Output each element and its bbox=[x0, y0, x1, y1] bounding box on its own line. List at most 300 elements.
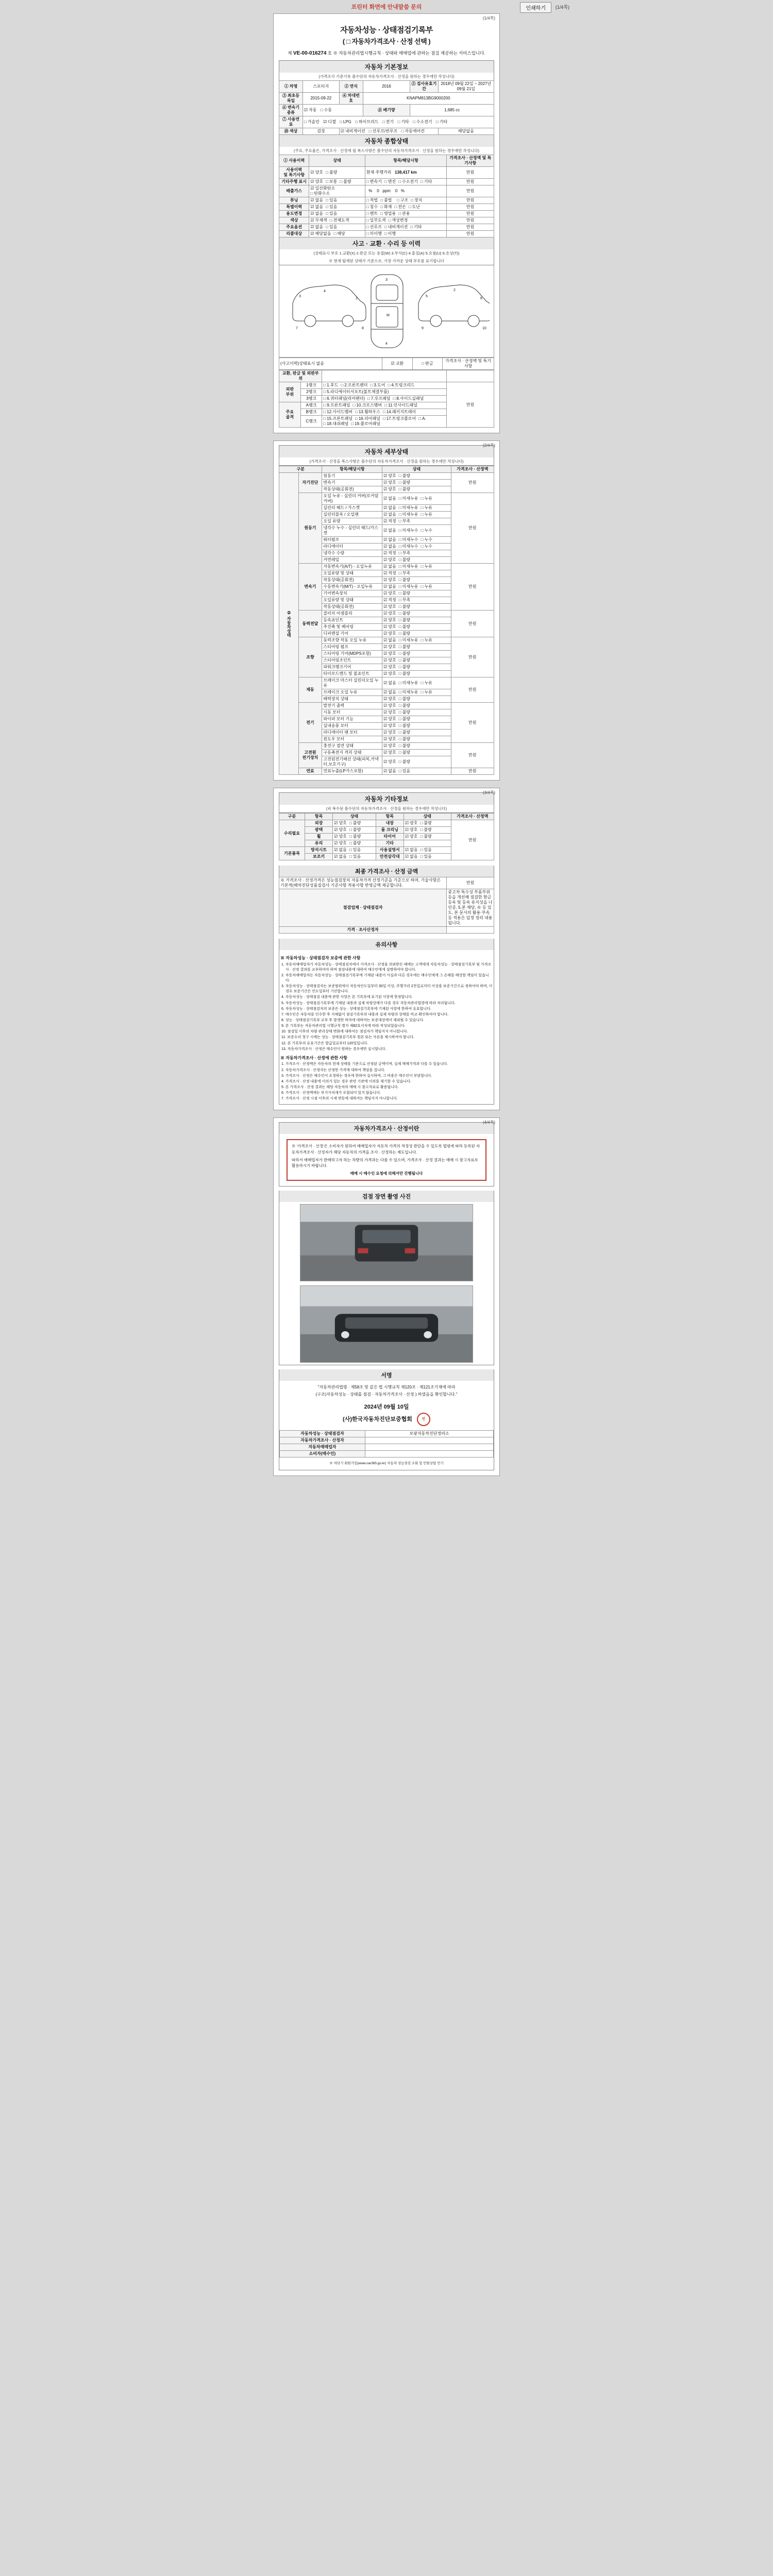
detail-states[interactable] bbox=[382, 518, 451, 525]
detail-states[interactable] bbox=[382, 537, 451, 544]
caution-item: 1. 자동차매매업자가 자동차성능 · 상태점검자에서 가격조사 · 산정을 의뢰받은 때에는 고객에게 자동차성능 · 상태점검기록부 및 가격조사 · 산정 결과를 교부하여야 하며 점검내용에 대하여 매수인에게 설명하여야 합니다. bbox=[281, 962, 492, 972]
detail-state-option[interactable]: ☑ 양호 bbox=[383, 645, 396, 650]
etc-state-e[interactable] bbox=[404, 820, 451, 827]
option-autoaircon[interactable]: □ 자동에어컨 bbox=[401, 129, 424, 134]
caution-item: 1. 가격조사 · 산정액은 자동차의 현재 상태를 기준으로 산정된 금액이며, 실제 매매가격과 다를 수 있습니다. bbox=[281, 1062, 448, 1066]
svg-text:10: 10 bbox=[482, 327, 486, 330]
detail-header: 자동차 세부상태 bbox=[279, 445, 494, 457]
etc-state-option[interactable]: □ 불량 bbox=[349, 827, 361, 833]
detail-states[interactable] bbox=[382, 550, 451, 557]
detail-state-option[interactable]: □ 미세누유 bbox=[399, 505, 418, 511]
detail-item: 자동변속기(A/T) - 오일누유 bbox=[322, 564, 382, 570]
detail-state-option[interactable]: □ 미세누수 bbox=[399, 544, 418, 549]
detail-states[interactable] bbox=[382, 570, 451, 577]
transmission-option-auto[interactable]: ☑ 자동 bbox=[304, 108, 317, 113]
svg-text:3: 3 bbox=[385, 278, 388, 282]
etc-state-option[interactable]: ☑ 양호 bbox=[405, 821, 418, 826]
print-button[interactable]: 인쇄하기 bbox=[520, 2, 551, 13]
overall-note-tuning: 만원 bbox=[447, 197, 494, 204]
detail-state-option[interactable]: ☑ 양호 bbox=[383, 611, 396, 616]
overall-detail-usechange: □ 렌트 □ 영업용 □ 관용 bbox=[365, 211, 446, 217]
detail-state-option[interactable]: □ 불량 bbox=[399, 591, 410, 596]
detail-valuation: 만원 bbox=[451, 611, 494, 637]
detail-state-option[interactable]: □ 미세누유 bbox=[399, 638, 418, 643]
option-navigation[interactable]: ☑ 내비게이션 bbox=[341, 129, 365, 134]
transmission-option-manual[interactable]: □ 수동 bbox=[321, 108, 332, 113]
overall-row-usage: 사용이력 및 특기사항 bbox=[279, 167, 309, 179]
detail-state-option[interactable]: ☑ 양호 bbox=[383, 487, 396, 492]
price-note-1: ※ 가격조사 · 산정가격은 성능점검장치 자동차가격 산정기준을 기준으로 하며, 기술사항은 기본적(해차진단성품질검사 기준사항 적용사항 반영금액 제공합니다. bbox=[279, 877, 447, 889]
table-row bbox=[279, 611, 494, 617]
detail-valuation: 만원 bbox=[451, 637, 494, 677]
detail-states[interactable] bbox=[382, 584, 451, 590]
detail-state-option[interactable]: ☑ 양호 bbox=[383, 631, 396, 636]
detail-states[interactable] bbox=[382, 505, 451, 512]
detail-states[interactable] bbox=[382, 689, 451, 696]
etc-state-option[interactable]: □ 불량 bbox=[420, 834, 431, 839]
detail-state-option[interactable]: □ 누유 bbox=[421, 690, 432, 695]
detail-state-option[interactable]: □ 부족 bbox=[399, 571, 410, 576]
detail-state-option[interactable]: ☑ 없음 bbox=[383, 537, 396, 543]
caution-item: 7. 가격조사 · 산정 시점 이후의 시세 변동에 대하여는 책임지지 아니합니다. bbox=[281, 1097, 398, 1101]
overall-state-usechange[interactable]: ☑ 없음 □ 있음 bbox=[309, 211, 365, 217]
rank-a-items[interactable]: □ 9.프론트패널 □ 10.크로스멤버 □ 11.인사이드패널 bbox=[322, 402, 447, 409]
etc-state-c[interactable] bbox=[333, 840, 376, 847]
detail-states[interactable] bbox=[382, 473, 451, 480]
detail-item: 냉각수 누수 - 실린더 헤드/가스켓 bbox=[322, 525, 382, 537]
signature-role-value[interactable] bbox=[365, 1451, 494, 1458]
fuel-option-electric[interactable]: □ 전기 bbox=[382, 120, 394, 125]
detail-state-option[interactable]: ☑ 양호 bbox=[383, 624, 396, 630]
detail-item: 커먼레일 bbox=[322, 557, 382, 564]
fuel-option-etc[interactable]: □ 기타 bbox=[397, 120, 409, 125]
detail-state-option[interactable]: □ 불량 bbox=[399, 665, 410, 670]
etc-state-option[interactable]: ☑ 없음 bbox=[334, 848, 347, 853]
detail-state-option[interactable]: ☑ 적정 bbox=[383, 551, 396, 556]
etc-state-option[interactable]: □ 불량 bbox=[349, 841, 361, 846]
overall-row-special: 특별이력 bbox=[279, 204, 309, 211]
detail-state-option[interactable]: □ 불량 bbox=[399, 750, 410, 755]
etc-state-option[interactable]: □ 있음 bbox=[349, 854, 361, 859]
etc-state-option[interactable]: ☑ 없음 bbox=[405, 854, 418, 859]
table-row bbox=[279, 197, 494, 204]
document-number-line bbox=[279, 50, 494, 56]
detail-state-option[interactable]: □ 누수 bbox=[421, 544, 432, 549]
caution-item: 5. 자동차성능 · 상태점검기록부에 기재된 내용과 실제 차량상태가 다를 경우 자동차관리법령에 따라 처리됩니다. bbox=[281, 1001, 456, 1005]
signature-role-value[interactable] bbox=[365, 1444, 494, 1451]
overall-col-2: 항목/해당시항 bbox=[365, 155, 446, 167]
detail-states[interactable] bbox=[382, 651, 451, 657]
detail-states[interactable] bbox=[382, 671, 451, 677]
document-page-4 bbox=[273, 1117, 500, 1476]
etc-state-option[interactable]: □ 불량 bbox=[349, 821, 361, 826]
detail-sub-2: 변속기 bbox=[298, 564, 322, 611]
detail-state-option[interactable]: □ 불량 bbox=[399, 723, 410, 728]
detail-state-option[interactable]: ☑ 양호 bbox=[383, 750, 396, 755]
rank-b-items[interactable]: □ 12.사이드멤버 □ 13.휠하우스 □ 14.패키지트레이 bbox=[322, 409, 447, 416]
detail-state-option[interactable]: ☑ 양호 bbox=[383, 671, 396, 676]
photo-item-2 bbox=[279, 1283, 494, 1365]
etc-item-d: 기타 bbox=[376, 840, 404, 847]
detail-state-option[interactable]: ☑ 양호 bbox=[383, 703, 396, 708]
detail-state-option[interactable]: □ 불량 bbox=[399, 710, 410, 715]
detail-state-option[interactable]: ☑ 없음 bbox=[383, 496, 396, 501]
detail-state-option[interactable]: ☑ 양호 bbox=[383, 723, 396, 728]
detail-states[interactable] bbox=[382, 486, 451, 493]
detail-state-option[interactable]: □ 불량 bbox=[399, 651, 410, 656]
etc-state-c[interactable] bbox=[333, 854, 376, 860]
etc-state-option[interactable]: ☑ 없음 bbox=[334, 854, 347, 859]
detail-state-option[interactable]: ☑ 양호 bbox=[383, 578, 396, 583]
mileage-value: 138,417 km bbox=[395, 170, 417, 175]
overall-row-color: 색상 bbox=[279, 217, 309, 224]
detail-sub-0: 자기진단 bbox=[298, 473, 322, 493]
overall-state-special[interactable]: ☑ 없음 □ 있음 bbox=[309, 204, 365, 211]
etc-state-e[interactable] bbox=[404, 834, 451, 840]
caution-item: 7. 매수인은 자동차를 인수한 후 지체없이 점검기록부의 내용과 실제 차량의 상태를 비교·확인하여야 합니다. bbox=[281, 1012, 449, 1016]
detail-states[interactable] bbox=[382, 544, 451, 550]
detail-state-option[interactable]: □ 누유 bbox=[421, 681, 432, 686]
detail-state-option[interactable]: □ 누유 bbox=[421, 564, 432, 569]
detail-state-option[interactable]: □ 불량 bbox=[399, 604, 410, 609]
accident-legend-2[interactable]: □ 판금 bbox=[412, 358, 442, 370]
detail-states[interactable] bbox=[382, 743, 451, 750]
value-options[interactable] bbox=[339, 128, 438, 135]
detail-state-option[interactable]: □ 불량 bbox=[399, 717, 410, 722]
caution-item: 10. 점검일 이후의 차량 관리상태 변화에 대하여는 점검자가 책임지지 아니합니다. bbox=[281, 1030, 408, 1034]
detail-states[interactable] bbox=[382, 709, 451, 716]
detail-state-option[interactable]: ☑ 양호 bbox=[383, 665, 396, 670]
detail-state-option[interactable]: ☑ 없음 bbox=[383, 769, 396, 774]
fuel-option-diesel[interactable]: ☑ 디젤 bbox=[323, 120, 336, 125]
etc-state-option[interactable]: □ 불량 bbox=[420, 827, 431, 833]
detail-states[interactable] bbox=[382, 493, 451, 505]
detail-state-option[interactable]: ☑ 양호 bbox=[383, 710, 396, 715]
detail-state-option[interactable]: ☑ 양호 bbox=[383, 737, 396, 742]
etc-valuation: 만원 bbox=[451, 820, 494, 860]
detail-item: 오일유량 및 상태 bbox=[322, 597, 382, 604]
detail-states[interactable] bbox=[382, 512, 451, 518]
overall-note-usechange: 만원 bbox=[447, 211, 494, 217]
detail-valuation: 만원 bbox=[451, 564, 494, 611]
fuel-option-gasoline[interactable]: □ 가솔린 bbox=[304, 120, 320, 125]
detail-states[interactable] bbox=[382, 564, 451, 570]
detail-state-option[interactable]: □ 불량 bbox=[399, 473, 410, 479]
etc-state-option[interactable]: □ 있음 bbox=[349, 848, 361, 853]
detail-state-option[interactable]: ☑ 양호 bbox=[383, 697, 396, 702]
etc-state-option[interactable]: □ 있음 bbox=[420, 848, 431, 853]
detail-state-option[interactable]: □ 불량 bbox=[399, 631, 410, 636]
detail-item: 작동상태(공회전) bbox=[322, 486, 382, 493]
rank-3-items[interactable]: □ 6.쿼터패널(리어펜더) □ 7.루프패널 □ 8.사이드실패널 bbox=[322, 396, 447, 402]
detail-item: 클러치 어셈블리 bbox=[322, 611, 382, 617]
overall-col-0: ① 사용이력 bbox=[279, 155, 309, 167]
signature-role-value[interactable]: 보광자동차진단정비소 bbox=[365, 1431, 494, 1437]
parts-valuation-header bbox=[447, 370, 494, 382]
etc-state-option[interactable]: □ 불량 bbox=[420, 821, 431, 826]
table-row bbox=[279, 473, 494, 480]
detail-state-option[interactable]: □ 있음 bbox=[399, 769, 410, 774]
detail-states[interactable] bbox=[382, 617, 451, 624]
detail-item: 원동기 bbox=[322, 473, 382, 480]
detail-state-option[interactable]: □ 미세누수 bbox=[399, 537, 418, 543]
table-row bbox=[279, 204, 494, 211]
etc-state-c[interactable] bbox=[333, 820, 376, 827]
detail-states[interactable] bbox=[382, 768, 451, 775]
table-row bbox=[279, 677, 494, 689]
detail-state-option[interactable]: ☑ 양호 bbox=[383, 743, 396, 749]
detail-item: 라디에이터 팬 모터 bbox=[322, 730, 382, 736]
etc-state-option[interactable]: ☑ 양호 bbox=[334, 827, 347, 833]
overall-detail-special: □ 침수 □ 화재 □ 전손 □ 도난 bbox=[365, 204, 446, 211]
detail-state-option[interactable]: ☑ 없음 bbox=[383, 544, 396, 549]
detail-item: 브레이크 마스터 실린더오일 누유 bbox=[322, 677, 382, 689]
fuel-option-cng[interactable]: □ 기타 bbox=[436, 120, 447, 125]
signature-role-value[interactable] bbox=[365, 1437, 494, 1444]
rank-a: A랭크 bbox=[300, 402, 322, 409]
detail-state-option[interactable]: □ 미세누유 bbox=[399, 564, 418, 569]
detail-states[interactable] bbox=[382, 730, 451, 736]
detail-state-option[interactable]: □ 불량 bbox=[399, 645, 410, 650]
detail-states[interactable] bbox=[382, 557, 451, 564]
detail-state-option[interactable]: □ 누수 bbox=[421, 537, 432, 543]
detail-item: 변속기 bbox=[322, 480, 382, 486]
detail-state-option[interactable]: □ 불량 bbox=[399, 611, 410, 616]
detail-state-option[interactable]: □ 누수 bbox=[421, 528, 432, 533]
overall-state-mileage[interactable]: ☑ 양호 □ 보통 □ 불량 bbox=[309, 179, 365, 185]
detail-states[interactable] bbox=[382, 644, 451, 651]
svg-text:4: 4 bbox=[324, 290, 326, 293]
detail-state-option[interactable]: □ 부족 bbox=[399, 551, 410, 556]
etc-state-option[interactable]: ☑ 양호 bbox=[334, 841, 347, 846]
overall-note-recall: 만원 bbox=[447, 231, 494, 238]
detail-item: 실내송풍 모터 bbox=[322, 723, 382, 730]
detail-state-option[interactable]: □ 누유 bbox=[421, 584, 432, 589]
label-color: ⑩ 색상 bbox=[279, 128, 303, 135]
value-transmission[interactable] bbox=[303, 105, 363, 116]
detail-state-option[interactable]: ☑ 없음 bbox=[383, 505, 396, 511]
overall-detail-tuning: □ 적법 □ 불법 □ 구조 □ 장치 bbox=[365, 197, 446, 204]
table-row bbox=[279, 743, 494, 750]
overall-detail-emission: % 0 ppm 0 % bbox=[365, 185, 446, 197]
detail-state-option[interactable]: ☑ 없음 bbox=[383, 690, 396, 695]
detail-states[interactable] bbox=[382, 696, 451, 703]
detail-state-option[interactable]: □ 미세누수 bbox=[399, 528, 418, 533]
table-row bbox=[279, 820, 494, 827]
detail-state-option[interactable]: □ 불량 bbox=[399, 578, 410, 583]
rank-2-items[interactable]: □ 5.라디에이터서포트(볼트체결부품) bbox=[322, 389, 447, 396]
detail-state-option[interactable]: □ 미세누유 bbox=[399, 512, 418, 517]
accident-legend-table bbox=[279, 358, 494, 370]
detail-state-option[interactable]: □ 누유 bbox=[421, 505, 432, 511]
photo-rear-view bbox=[300, 1204, 473, 1281]
rank-b: B랭크 bbox=[300, 409, 322, 416]
detail-state-option[interactable]: □ 부족 bbox=[399, 598, 410, 603]
detail-state-option[interactable]: □ 불량 bbox=[399, 759, 410, 765]
detail-state-option[interactable]: ☑ 없음 bbox=[383, 681, 396, 686]
etc-state-option[interactable]: ☑ 양호 bbox=[405, 827, 418, 833]
detail-state-option[interactable]: ☑ 적정 bbox=[383, 519, 396, 524]
basic-info-table bbox=[279, 80, 494, 135]
photos-wrap bbox=[279, 1202, 494, 1365]
detail-state-option[interactable]: □ 불량 bbox=[399, 743, 410, 749]
detail-state-option[interactable]: □ 불량 bbox=[399, 480, 410, 485]
overall-detail-mileage: □ 변속기 □ 엔진 □ 수소전기 □ 기타 bbox=[365, 179, 446, 185]
option-sunroof[interactable]: □ 선루프/썬루프 bbox=[369, 129, 397, 134]
detail-state-option[interactable]: □ 불량 bbox=[399, 697, 410, 702]
signature-role-label: 자동차가격조사 · 산정자 bbox=[280, 1437, 365, 1444]
price-header: 최종 가격조사 · 산정 금액 bbox=[279, 866, 494, 877]
rank-1-items[interactable]: □ 1.후드 □ 2.프론트펜더 □ 3.도어 □ 4.트렁크리드 bbox=[322, 382, 447, 389]
rank-c: C랭크 bbox=[300, 416, 322, 428]
detail-states[interactable] bbox=[382, 525, 451, 537]
detail-state-option[interactable]: □ 부족 bbox=[399, 519, 410, 524]
detail-state-option[interactable]: □ 불량 bbox=[399, 671, 410, 676]
detail-state-option[interactable]: ☑ 적정 bbox=[383, 571, 396, 576]
detail-state-option[interactable]: □ 불량 bbox=[399, 618, 410, 623]
overall-state-options[interactable]: ☑ 없음 □ 있음 bbox=[309, 224, 365, 231]
detail-state-option[interactable]: □ 불량 bbox=[399, 624, 410, 630]
detail-state-option[interactable]: ☑ 양호 bbox=[383, 604, 396, 609]
detail-state-option[interactable]: ☑ 양호 bbox=[383, 618, 396, 623]
table-row bbox=[279, 370, 494, 382]
etc-state-e[interactable] bbox=[404, 847, 451, 854]
detail-state-option[interactable]: □ 누유 bbox=[421, 512, 432, 517]
parts-valuation: 만원 bbox=[447, 382, 494, 428]
detail-states[interactable] bbox=[382, 624, 451, 631]
detail-states[interactable] bbox=[382, 604, 451, 611]
etc-state-e[interactable] bbox=[404, 827, 451, 834]
detail-state-option[interactable]: ☑ 없음 bbox=[383, 638, 396, 643]
caution-item: 6. 자동차성능 · 상태점검자의 보증은 성능 · 상태점검기록부에 기재된 사항에 한하여 유효합니다. bbox=[281, 1007, 431, 1011]
detail-states[interactable] bbox=[382, 723, 451, 730]
value-fuel[interactable] bbox=[303, 116, 494, 128]
etc-col-0: 구분 bbox=[279, 814, 305, 820]
overall-state-tuning[interactable]: ☑ 없음 □ 있음 bbox=[309, 197, 365, 204]
detail-state-option[interactable]: □ 불량 bbox=[399, 557, 410, 563]
detail-state-option[interactable]: ☑ 양호 bbox=[383, 759, 396, 765]
table-row bbox=[279, 889, 494, 927]
etc-state-option[interactable]: ☑ 양호 bbox=[334, 834, 347, 839]
etc-state-e[interactable] bbox=[404, 840, 451, 847]
detail-item: 와이퍼 모터 기능 bbox=[322, 716, 382, 723]
detail-state-option[interactable]: ☑ 양호 bbox=[383, 473, 396, 479]
detail-state-option[interactable]: □ 불량 bbox=[399, 703, 410, 708]
overall-state-color[interactable]: ☑ 무채색 □ 전체도색 bbox=[309, 217, 365, 224]
overall-state-emission[interactable]: ☑ 일산화탄소 □ 탄화수소 bbox=[309, 185, 365, 197]
detail-state-option[interactable]: □ 누유 bbox=[421, 638, 432, 643]
detail-state-option[interactable]: □ 미세누유 bbox=[399, 690, 418, 695]
fuel-option-hybrid[interactable]: □ 하이브리드 bbox=[355, 120, 378, 125]
detail-item: 오일 유량 bbox=[322, 518, 382, 525]
rank-c-items[interactable]: □ 15.프론트패널 □ 16.리어패널 □ 17.트렁크플로어 □ A. □ 18.대쉬패널 □ 19.플로어패널 bbox=[322, 416, 447, 428]
overall-state-recall[interactable]: ☑ 해당없음 □ 해당 bbox=[309, 231, 365, 238]
detail-item: 디퍼렌셜 기어 bbox=[322, 631, 382, 637]
detail-state-option[interactable]: ☑ 양호 bbox=[383, 651, 396, 656]
detail-state-option[interactable]: □ 누유 bbox=[421, 496, 432, 501]
fuel-option-lpg[interactable]: □ LPG bbox=[340, 120, 351, 125]
detail-state-option[interactable]: □ 불량 bbox=[399, 737, 410, 742]
fuel-option-hydrogen[interactable]: □ 수소전기 bbox=[413, 120, 432, 125]
detail-state-option[interactable]: □ 미세누유 bbox=[399, 496, 418, 501]
detail-states[interactable] bbox=[382, 637, 451, 644]
parts-title: 교환, 판금 및 외판부위 bbox=[279, 370, 322, 382]
detail-states[interactable] bbox=[382, 480, 451, 486]
detail-states[interactable] bbox=[382, 750, 451, 756]
detail-states[interactable] bbox=[382, 664, 451, 671]
detail-valuation: 만원 bbox=[451, 473, 494, 493]
detail-table bbox=[279, 466, 494, 775]
detail-states[interactable] bbox=[382, 756, 451, 768]
parts-title-extra bbox=[322, 370, 447, 382]
detail-item: 작동상태(공회전) bbox=[322, 577, 382, 584]
detail-state-option[interactable]: □ 불량 bbox=[399, 658, 410, 663]
accident-parts-table bbox=[279, 370, 494, 428]
svg-text:M: M bbox=[386, 314, 390, 317]
detail-state-option[interactable]: □ 불량 bbox=[399, 487, 410, 492]
detail-valuation: 만원 bbox=[451, 493, 494, 564]
table-row bbox=[279, 703, 494, 709]
detail-states[interactable] bbox=[382, 611, 451, 617]
detail-states[interactable] bbox=[382, 657, 451, 664]
detail-states[interactable] bbox=[382, 597, 451, 604]
detail-state-option[interactable]: ☑ 적정 bbox=[383, 598, 396, 603]
etc-state-option[interactable]: ☑ 없음 bbox=[405, 848, 418, 853]
detail-states[interactable] bbox=[382, 703, 451, 709]
seal-stamp-icon: 인 bbox=[417, 1413, 430, 1426]
overall-row-options: 주요옵션 bbox=[279, 224, 309, 231]
detail-sub-3: 동력전달 bbox=[298, 611, 322, 637]
detail-state-option[interactable]: ☑ 없음 bbox=[383, 528, 396, 533]
detail-state-option[interactable]: □ 미세누유 bbox=[399, 681, 418, 686]
etc-state-option[interactable]: □ 불량 bbox=[349, 834, 361, 839]
etc-item-d: 타이어 bbox=[376, 834, 404, 840]
detail-state-option[interactable]: ☑ 양호 bbox=[383, 717, 396, 722]
detail-state-option[interactable]: ☑ 양호 bbox=[383, 658, 396, 663]
etc-state-c[interactable] bbox=[333, 827, 376, 834]
etc-state-option[interactable]: □ 있음 bbox=[420, 854, 431, 859]
detail-states[interactable] bbox=[382, 631, 451, 637]
accident-legend-1[interactable]: ☑ 교환 bbox=[382, 358, 412, 370]
etc-state-option[interactable]: ☑ 양호 bbox=[334, 821, 347, 826]
detail-state-option[interactable]: □ 미세누유 bbox=[399, 584, 418, 589]
detail-state-option[interactable]: ☑ 없음 bbox=[383, 512, 396, 517]
overall-state-usage[interactable]: ☑ 양호 □ 불량 bbox=[309, 167, 365, 179]
overall-detail-usage: 현재 주행거리 138,417 km bbox=[365, 167, 446, 179]
etc-state-c[interactable] bbox=[333, 834, 376, 840]
detail-state-option[interactable]: □ 불량 bbox=[399, 730, 410, 735]
detail-state-option[interactable]: ☑ 없음 bbox=[383, 584, 396, 589]
detail-state-option[interactable]: ☑ 양호 bbox=[383, 591, 396, 596]
etc-state-c[interactable] bbox=[333, 847, 376, 854]
detail-states[interactable] bbox=[382, 577, 451, 584]
etc-state-option[interactable]: ☑ 양호 bbox=[405, 834, 418, 839]
detail-state-option[interactable]: ☑ 양호 bbox=[383, 730, 396, 735]
etc-state-e[interactable] bbox=[404, 854, 451, 860]
caution-item: 5. 본 가격조사 · 산정 결과는 해당 자동차의 매매 시 참고자료로 활용됩니다. bbox=[281, 1086, 399, 1089]
detail-state-option[interactable]: ☑ 양호 bbox=[383, 557, 396, 563]
detail-states[interactable] bbox=[382, 590, 451, 597]
detail-states[interactable] bbox=[382, 677, 451, 689]
detail-states[interactable] bbox=[382, 736, 451, 743]
table-row bbox=[279, 768, 494, 775]
detail-state-option[interactable]: ☑ 양호 bbox=[383, 480, 396, 485]
table-row bbox=[279, 224, 494, 231]
rank-3: 3랭크 bbox=[300, 396, 322, 402]
detail-states[interactable] bbox=[382, 716, 451, 723]
detail-state-option[interactable]: ☑ 없음 bbox=[383, 564, 396, 569]
etc-table-body bbox=[279, 820, 494, 860]
